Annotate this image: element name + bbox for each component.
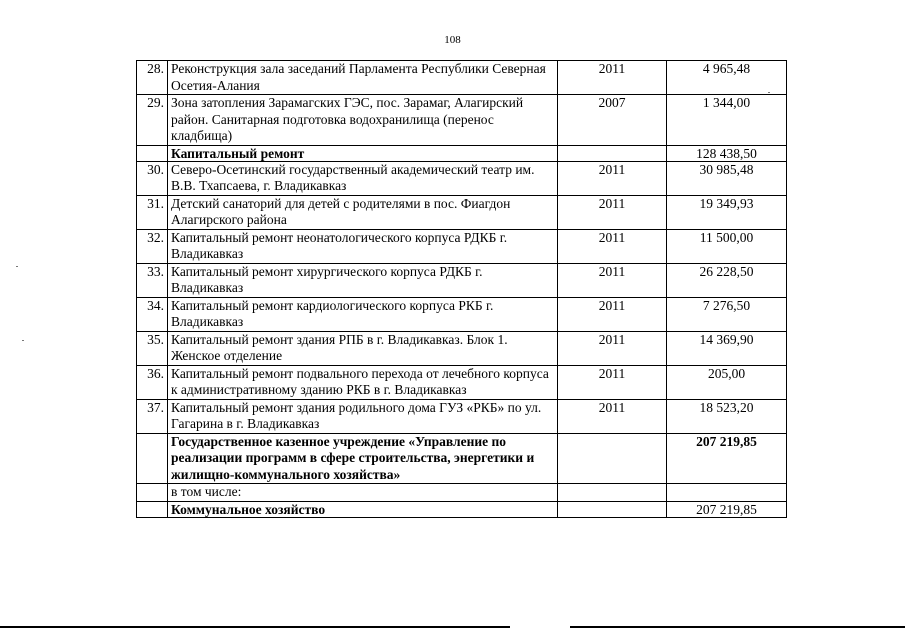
- row-sum-cell: 18 523,20: [667, 399, 787, 433]
- table-row: [137, 195, 787, 229]
- row-sum-cell: 11 500,00: [667, 229, 787, 263]
- row-name-cell: Государственное казенное учреждение «Управление по реализации программ в сфере строительства, энергетики и жилищно-коммунального хозяйства»: [168, 433, 558, 484]
- table-row: [137, 263, 787, 297]
- row-name-cell: Капитальный ремонт хирургического корпуса РДКБ г. Владикавказ: [168, 263, 558, 297]
- row-number-cell: 37.: [137, 399, 168, 433]
- row-name-cell: Зона затопления Зарамагских ГЭС, пос. Зарамаг, Алагирский район. Санитарная подготовка водохранилища (перенос кладбища): [168, 95, 558, 146]
- row-sum-cell: 14 369,90: [667, 331, 787, 365]
- row-number-cell: [137, 145, 168, 161]
- row-name-cell: в том числе:: [168, 484, 558, 502]
- row-sum-cell: [667, 484, 787, 502]
- table-row: [137, 61, 787, 95]
- scan-speck: [16, 266, 18, 267]
- row-year-cell: 2011: [558, 399, 667, 433]
- row-sum-cell: 7 276,50: [667, 297, 787, 331]
- row-year-cell: 2011: [558, 297, 667, 331]
- row-year-cell: 2007: [558, 95, 667, 146]
- row-number-cell: [137, 484, 168, 502]
- table-body: [137, 61, 787, 518]
- row-name-cell: Капитальный ремонт кардиологического корпуса РКБ г. Владикавказ: [168, 297, 558, 331]
- scan-speck: [768, 92, 770, 93]
- table-row: [137, 161, 787, 195]
- page-bottom-rule: [0, 626, 905, 628]
- row-name-cell: Северо-Осетинский государственный академический театр им. В.В. Тхапсаева, г. Владикавказ: [168, 161, 558, 195]
- budget-table: [136, 60, 787, 518]
- row-year-cell: [558, 484, 667, 502]
- row-number-cell: 31.: [137, 195, 168, 229]
- row-name-cell: Капитальный ремонт здания РПБ в г. Владикавказ. Блок 1. Женское отделение: [168, 331, 558, 365]
- table-row: [137, 433, 787, 484]
- row-sum-cell: 205,00: [667, 365, 787, 399]
- row-name-cell: Реконструкция зала заседаний Парламента Республики Северная Осетия-Алания: [168, 61, 558, 95]
- table-row: [137, 331, 787, 365]
- row-sum-cell: 30 985,48: [667, 161, 787, 195]
- table-row: [137, 297, 787, 331]
- row-name-cell: Капитальный ремонт: [168, 145, 558, 161]
- page-bottom-rule-gap: [510, 624, 570, 630]
- table-row: [137, 501, 787, 517]
- row-year-cell: [558, 145, 667, 161]
- table-row: [137, 399, 787, 433]
- row-name-cell: Капитальный ремонт здания родильного дома ГУЗ «РКБ» по ул. Гагарина в г. Владикавказ: [168, 399, 558, 433]
- row-number-cell: 35.: [137, 331, 168, 365]
- scan-speck: [22, 340, 24, 341]
- row-year-cell: 2011: [558, 365, 667, 399]
- row-year-cell: 2011: [558, 161, 667, 195]
- row-year-cell: 2011: [558, 195, 667, 229]
- table-row: [137, 484, 787, 502]
- table-row: [137, 365, 787, 399]
- row-sum-cell: 128 438,50: [667, 145, 787, 161]
- row-number-cell: 29.: [137, 95, 168, 146]
- row-number-cell: 34.: [137, 297, 168, 331]
- row-sum-cell: 207 219,85: [667, 501, 787, 517]
- page-number: 108: [444, 34, 461, 46]
- row-year-cell: 2011: [558, 61, 667, 95]
- row-sum-cell: 26 228,50: [667, 263, 787, 297]
- row-number-cell: [137, 433, 168, 484]
- row-year-cell: [558, 501, 667, 517]
- row-sum-cell: 1 344,00: [667, 95, 787, 146]
- row-number-cell: 28.: [137, 61, 168, 95]
- row-sum-cell: 19 349,93: [667, 195, 787, 229]
- row-number-cell: 30.: [137, 161, 168, 195]
- row-year-cell: 2011: [558, 229, 667, 263]
- row-year-cell: [558, 433, 667, 484]
- row-number-cell: 32.: [137, 229, 168, 263]
- row-number-cell: 33.: [137, 263, 168, 297]
- row-year-cell: 2011: [558, 263, 667, 297]
- row-year-cell: 2011: [558, 331, 667, 365]
- table-row: [137, 229, 787, 263]
- table-row: [137, 95, 787, 146]
- row-name-cell: Детский санаторий для детей с родителями в пос. Фиагдон Алагирского района: [168, 195, 558, 229]
- row-number-cell: 36.: [137, 365, 168, 399]
- row-name-cell: Капитальный ремонт неонатологического корпуса РДКБ г. Владикавказ: [168, 229, 558, 263]
- row-number-cell: [137, 501, 168, 517]
- row-name-cell: Коммунальное хозяйство: [168, 501, 558, 517]
- row-sum-cell: 4 965,48: [667, 61, 787, 95]
- row-sum-cell: 207 219,85: [667, 433, 787, 484]
- row-name-cell: Капитальный ремонт подвального перехода от лечебного корпуса к административному зданию РКБ в г. Владикавказ: [168, 365, 558, 399]
- table-row: [137, 145, 787, 161]
